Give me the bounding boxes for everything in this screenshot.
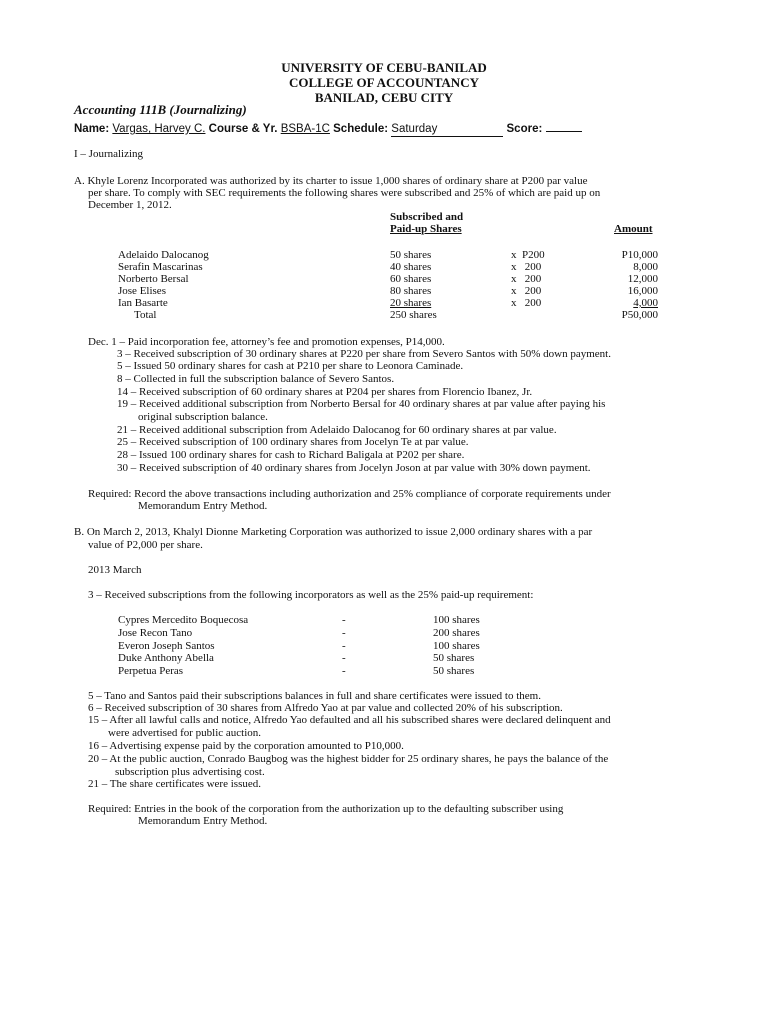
transaction-item: 16 – Advertising expense paid by the corporation amounted to P10,000. bbox=[88, 740, 404, 752]
row-amount: 8,000 bbox=[633, 261, 658, 273]
score-blank bbox=[546, 120, 582, 132]
incorporator-shares: 50 shares bbox=[433, 652, 475, 664]
total-shares: 250 shares bbox=[390, 309, 437, 321]
schedule-label: Schedule: bbox=[333, 123, 389, 135]
college-name: COLLEGE OF ACCOUNTANCY bbox=[289, 75, 479, 90]
location: BANILAD, CEBU CITY bbox=[314, 90, 454, 105]
transaction-item: 8 – Collected in full the subscription balance of Severo Santos. bbox=[117, 373, 395, 385]
transaction-item: 14 – Received subscription of 60 ordinary shares at P204 per shares from Florencio Ibanez, Jr. bbox=[117, 386, 533, 398]
section-title: I – Journalizing bbox=[74, 148, 144, 160]
row-multiplier: x 200 bbox=[511, 261, 542, 273]
part-a-required-2: Memorandum Entry Method. bbox=[138, 500, 268, 512]
row-name: Norberto Bersal bbox=[118, 273, 189, 285]
student-info-line bbox=[74, 120, 582, 137]
incorporator-dash: - bbox=[342, 652, 346, 664]
col-header-amount: Amount bbox=[614, 223, 653, 235]
incorporator-name: Everon Joseph Santos bbox=[118, 640, 215, 652]
transaction-item: 25 – Received subscription of 100 ordinary shares from Jocelyn Te at par value. bbox=[117, 436, 469, 448]
row-shares: 20 shares bbox=[390, 297, 432, 309]
row-amount: 16,000 bbox=[627, 285, 658, 297]
col-header-subscribed: Subscribed and bbox=[390, 211, 464, 223]
part-a-required-1: Required: Record the above transactions including authorization and 25% compliance of corporate requirements under bbox=[88, 488, 611, 500]
total-amount: P50,000 bbox=[621, 309, 658, 321]
transaction-item: 21 – Received additional subscription from Adelaido Dalocanog for 60 ordinary shares at par value. bbox=[117, 424, 557, 436]
row-amount: P10,000 bbox=[621, 249, 658, 261]
name-label: Name: bbox=[74, 123, 110, 135]
row-name: Ian Basarte bbox=[118, 297, 168, 309]
row-name: Adelaido Dalocanog bbox=[118, 249, 209, 261]
row-multiplier: x P200 bbox=[511, 249, 545, 261]
part-a-intro-1: A. Khyle Lorenz Incorporated was authorized by its charter to issue 1,000 shares of ordinary share at P200 par value bbox=[74, 175, 588, 187]
incorporator-name: Cypres Mercedito Boquecosa bbox=[118, 614, 249, 626]
row-amount: 12,000 bbox=[627, 273, 658, 285]
incorporator-name: Jose Recon Tano bbox=[118, 627, 193, 639]
transaction-item: 15 – After all lawful calls and notice, Alfredo Yao defaulted and all his subscribed shares were declared delinquent and bbox=[88, 714, 611, 726]
incorporator-dash: - bbox=[342, 665, 346, 677]
transaction-item: 28 – Issued 100 ordinary shares for cash to Richard Baligala at P202 per share. bbox=[117, 449, 465, 461]
schedule-value: Saturday bbox=[391, 123, 503, 137]
transaction-continuation: original subscription balance. bbox=[138, 411, 268, 423]
row-multiplier: x 200 bbox=[511, 285, 542, 297]
transaction-item: Dec. 1 – Paid incorporation fee, attorney’s fee and promotion expenses, P14,000. bbox=[88, 336, 445, 348]
row-shares: 60 shares bbox=[390, 273, 432, 285]
part-b-intro-2: value of P2,000 per share. bbox=[88, 539, 203, 551]
row-amount: 4,000 bbox=[633, 297, 658, 309]
incorporator-dash: - bbox=[342, 640, 346, 652]
incorporator-shares: 50 shares bbox=[433, 665, 475, 677]
row-shares: 50 shares bbox=[390, 249, 432, 261]
transaction-item: 21 – The share certificates were issued. bbox=[88, 778, 261, 790]
course-value: BSBA-1C bbox=[280, 123, 330, 135]
transaction-item: 19 – Received additional subscription from Norberto Bersal for 40 ordinary shares at par value after paying his bbox=[117, 398, 606, 410]
course-label: Course & Yr. bbox=[208, 123, 278, 135]
transaction-item: 5 – Issued 50 ordinary shares for cash at P210 per share to Leonora Caminade. bbox=[117, 360, 464, 372]
part-b-date-heading: 2013 March bbox=[88, 564, 142, 576]
transaction-item: 3 – Received subscription of 30 ordinary shares at P220 per share from Severo Santos with 50% down payment. bbox=[117, 348, 611, 360]
incorporator-dash: - bbox=[342, 627, 346, 639]
part-b-required-2: Memorandum Entry Method. bbox=[138, 815, 268, 827]
transaction-item: 5 – Tano and Santos paid their subscriptions balances in full and share certificates were issued to them. bbox=[88, 690, 541, 702]
row-name: Serafin Mascarinas bbox=[118, 261, 203, 273]
incorporator-shares: 200 shares bbox=[433, 627, 480, 639]
transaction-item: 20 – At the public auction, Conrado Baugbog was the highest bidder for 25 ordinary shares, he pays the balance of the bbox=[88, 753, 609, 765]
part-a-intro-2: per share. To comply with SEC requirements the following shares were subscribed and 25% of which are paid up on bbox=[88, 187, 601, 199]
incorporator-name: Perpetua Peras bbox=[118, 665, 184, 677]
col-header-paidup: Paid-up Shares bbox=[390, 223, 462, 235]
course-title: Accounting 111B (Journalizing) bbox=[74, 102, 247, 117]
transaction-continuation: subscription plus advertising cost. bbox=[115, 766, 265, 778]
row-multiplier: x 200 bbox=[511, 273, 542, 285]
row-shares: 80 shares bbox=[390, 285, 432, 297]
part-b-intro-1: B. On March 2, 2013, Khalyl Dionne Marketing Corporation was authorized to issue 2,000 ordinary shares with a par bbox=[74, 526, 593, 538]
transaction-item: 6 – Received subscription of 30 shares from Alfredo Yao at par value and collected 20% of his subscription. bbox=[88, 702, 563, 714]
transaction-item: 30 – Received subscription of 40 ordinary shares from Jocelyn Joson at par value with 30% down payment. bbox=[117, 462, 591, 474]
name-value: Vargas, Harvey C. bbox=[112, 123, 206, 135]
row-shares: 40 shares bbox=[390, 261, 432, 273]
score-label: Score: bbox=[506, 123, 543, 135]
part-b-item-3: 3 – Received subscriptions from the following incorporators as well as the 25% paid-up requirement: bbox=[88, 589, 534, 601]
incorporator-shares: 100 shares bbox=[433, 640, 480, 652]
row-name: Jose Elises bbox=[118, 285, 166, 297]
incorporator-shares: 100 shares bbox=[433, 614, 480, 626]
incorporator-name: Duke Anthony Abella bbox=[118, 652, 214, 664]
row-multiplier: x 200 bbox=[511, 297, 542, 309]
part-a-intro-3: December 1, 2012. bbox=[88, 199, 172, 211]
incorporator-dash: - bbox=[342, 614, 346, 626]
part-b-required-1: Required: Entries in the book of the corporation from the authorization up to the defaulting subscriber using bbox=[88, 803, 564, 815]
university-name: UNIVERSITY OF CEBU-BANILAD bbox=[281, 60, 487, 75]
total-label: Total bbox=[134, 309, 157, 321]
transaction-continuation: were advertised for public auction. bbox=[108, 727, 262, 739]
